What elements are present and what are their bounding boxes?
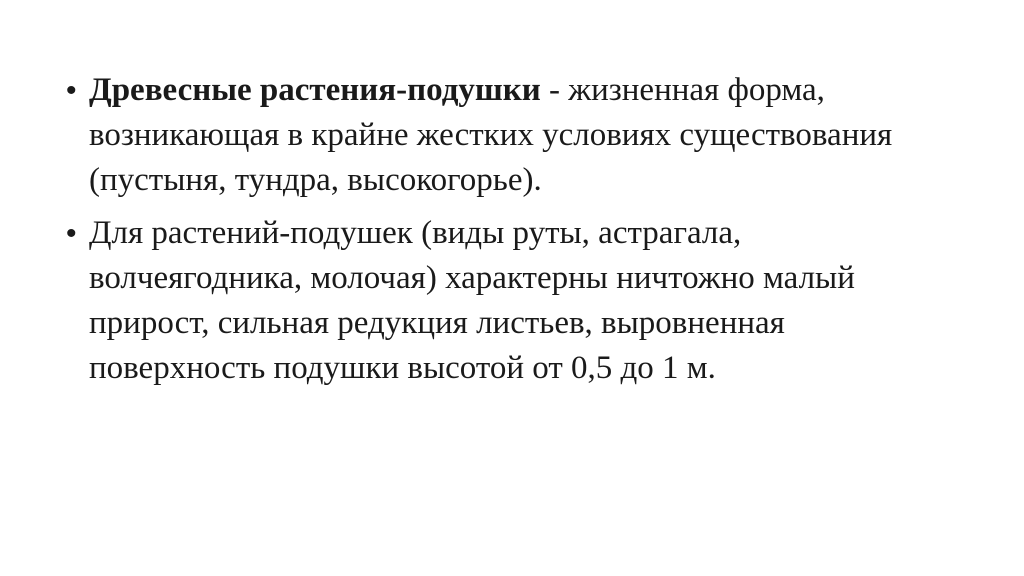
bullet-icon: • [66,217,77,250]
definition-text: - жизненная форма, возникающая в крайне жестких условиях существования (пустыня, тундра, высокогорье). [89,72,893,198]
bullet-item-definition [66,68,946,203]
description-text: Для растений-подушек (виды руты, астрагала, волчеягодника, молочая) характерны ничтожно малый прирост, сильная редукция листьев, выровненная поверхность подушки высотой от 0,5 до 1 м. [89,215,855,386]
bullet-list [66,68,946,399]
term-heading: Древесные растения-подушки [89,72,541,108]
bullet-item-description [66,211,946,391]
bullet-icon: • [66,74,77,107]
